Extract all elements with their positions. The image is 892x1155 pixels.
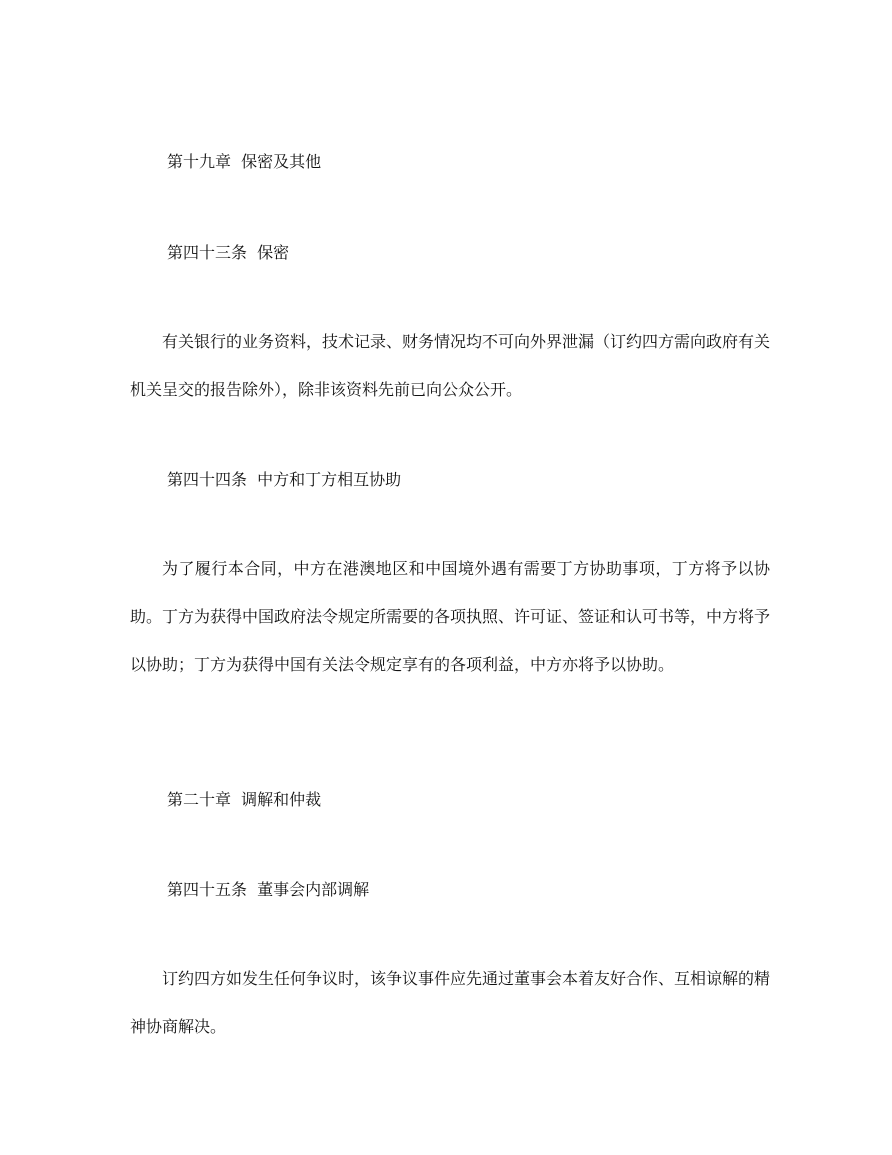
chapter-20-heading: 第二十章 调解和仲裁 [167,790,322,809]
article-44-body: 为了履行本合同，中方在港澳地区和中国境外遇有需要丁方协助事项，丁方将予以协助。丁方为获得中国政府法令规定所需要的各项执照、许可证、签证和认可书等，中方将予以协助；丁方为获得中国有关法令规定享有的各项利益，中方亦将予以协助。 [130,559,771,674]
article-43-body: 有关银行的业务资料，技术记录、财务情况均不可向外界泄漏（订约四方需向政府有关机关呈交的报告除外），除非该资料先前已向公众公开。 [130,332,771,399]
article-45-heading: 第四十五条 董事会内部调解 [167,880,370,899]
article-44-heading: 第四十四条 中方和丁方相互协助 [167,470,402,489]
article-45-body: 订约四方如发生任何争议时，该争议事件应先通过董事会本着友好合作、互相谅解的精神协商解决。 [130,969,771,1036]
chapter-19-heading: 第十九章 保密及其他 [167,152,322,171]
article-43-heading: 第四十三条 保密 [167,243,290,262]
